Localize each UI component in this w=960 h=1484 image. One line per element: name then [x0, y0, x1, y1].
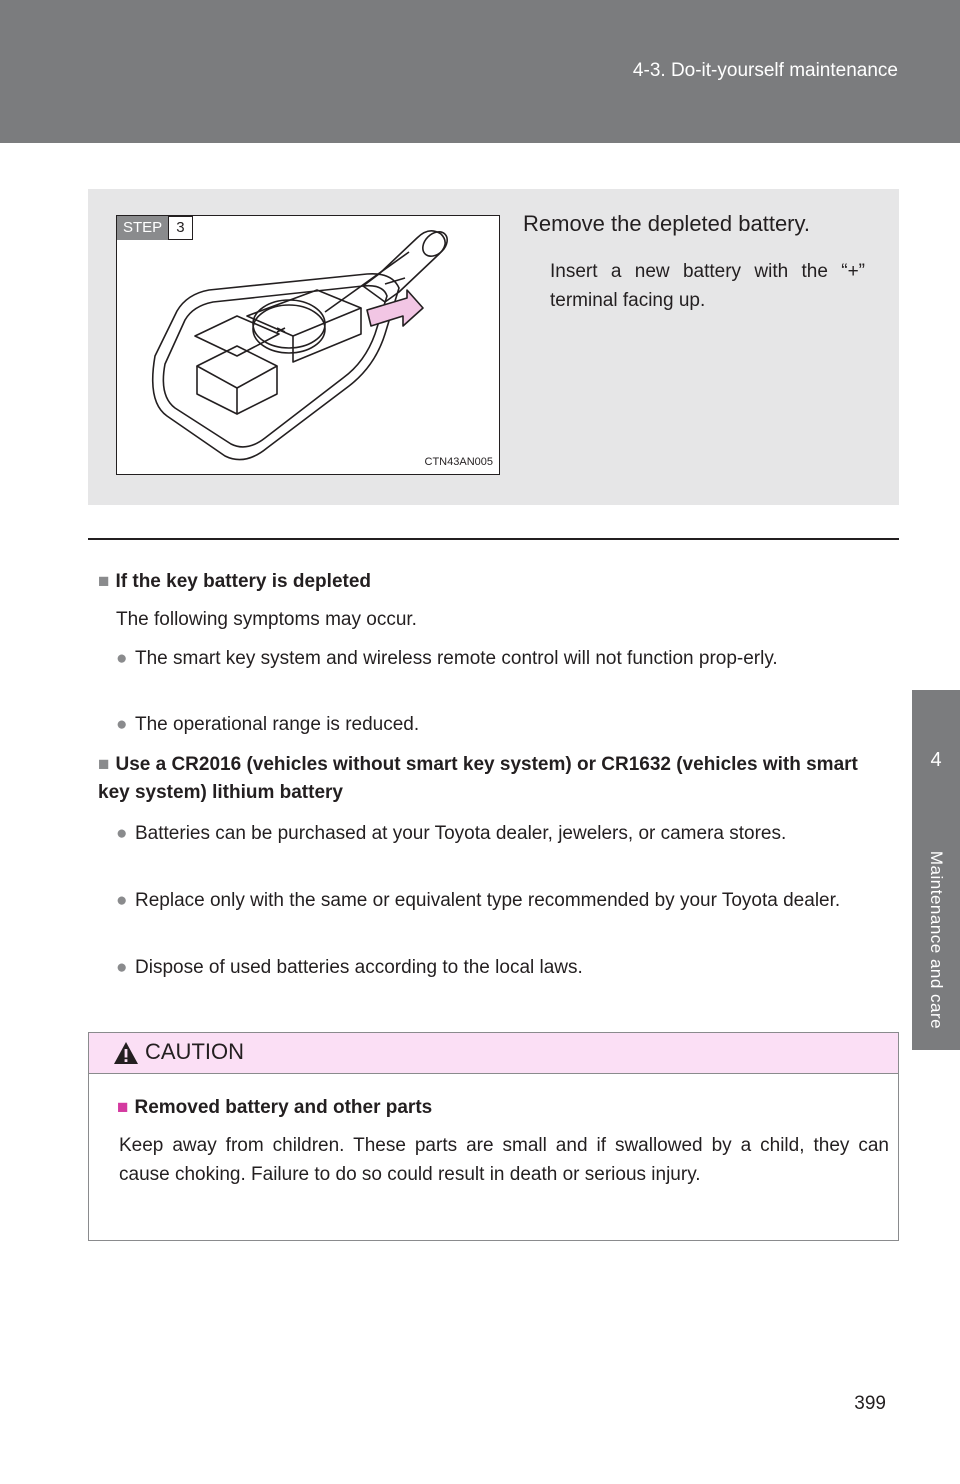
- section-intro: The following symptoms may occur.: [116, 609, 417, 630]
- warning-triangle-icon: [113, 1041, 139, 1065]
- list-item-text: Batteries can be purchased at your Toyota dealer, jewelers, or camera stores.: [135, 823, 787, 844]
- circle-bullet-icon: ●: [116, 823, 128, 844]
- caution-header: [89, 1033, 898, 1074]
- caution-item-heading-text: Removed battery and other parts: [134, 1097, 433, 1118]
- section-heading: [98, 568, 371, 596]
- caution-item-heading: [117, 1097, 432, 1119]
- caution-box: [88, 1032, 899, 1241]
- step-badge-number: 3: [168, 216, 192, 240]
- list-item-text: The smart key system and wireless remote control will not function prop-erly.: [135, 648, 778, 669]
- list-item: [116, 645, 895, 673]
- list-item: [116, 711, 895, 739]
- list-item: [116, 887, 895, 915]
- section-divider: [88, 538, 899, 540]
- list-item-text: The operational range is reduced.: [135, 714, 420, 735]
- circle-bullet-icon: ●: [116, 714, 128, 735]
- step-badge-label: STEP: [117, 216, 168, 240]
- section-heading-text: If the key battery is depleted: [115, 571, 372, 592]
- step-description: Insert a new battery with the “+” terminal facing up.: [550, 261, 865, 311]
- list-item: [116, 820, 895, 848]
- square-marker-icon: ■: [98, 571, 110, 592]
- caution-text: Keep away from children. These parts are small and if swallowed by a child, they can cause choking. Failure to do so could result in death or serious injury.: [119, 1135, 889, 1185]
- chapter-tab-number: 4: [912, 690, 960, 830]
- key-battery-illustration: [117, 216, 499, 474]
- square-marker-icon: ■: [98, 754, 110, 775]
- caution-title: CAUTION: [145, 1039, 244, 1064]
- list-item-text: Replace only with the same or equivalent type recommended by your Toyota dealer.: [135, 890, 841, 911]
- section-heading-text: Use a CR2016 (vehicles without smart key system) or CR1632 (vehicles with smart key system) lithium battery: [98, 754, 858, 803]
- section-title: 4-3. Do-it-yourself maintenance: [632, 60, 898, 81]
- section-heading: [98, 751, 888, 807]
- circle-bullet-icon: ●: [116, 957, 128, 978]
- circle-bullet-icon: ●: [116, 648, 128, 669]
- square-marker-icon: ■: [117, 1097, 129, 1118]
- step-illustration: [116, 215, 500, 475]
- circle-bullet-icon: ●: [116, 890, 128, 911]
- list-item-text: Dispose of used batteries according to the local laws.: [135, 957, 583, 978]
- page-header: [0, 0, 960, 143]
- figure-code: CTN43AN005: [424, 456, 493, 468]
- list-item: [116, 954, 895, 982]
- page-number: 399: [854, 1393, 886, 1414]
- chapter-tab-label: Maintenance and care: [927, 850, 946, 1030]
- step-title: Remove the depleted battery.: [523, 211, 810, 236]
